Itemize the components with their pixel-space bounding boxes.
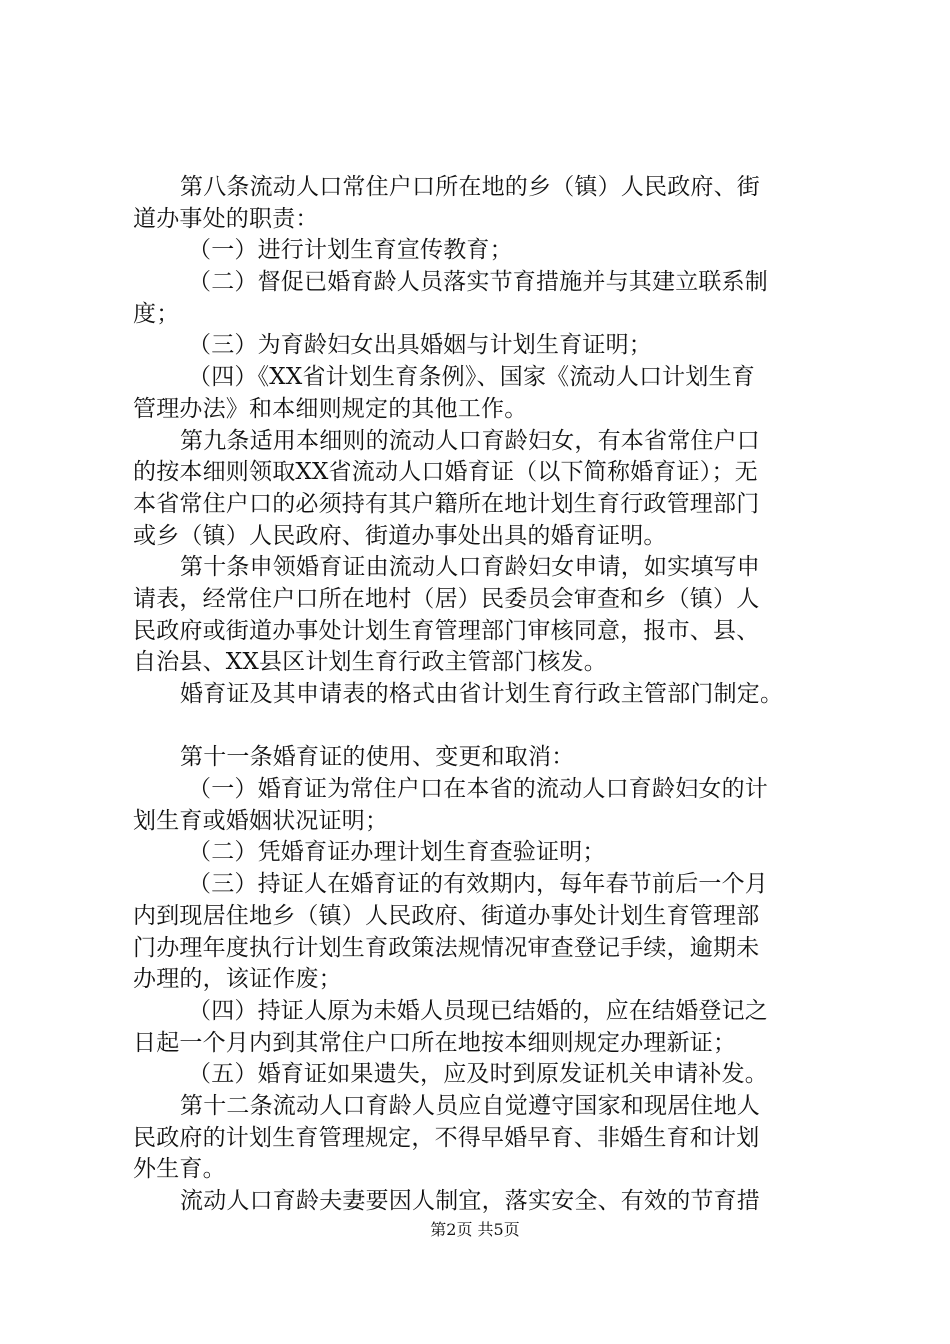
paragraph-line: 划生育或婚姻状况证明； <box>133 807 389 834</box>
paragraph-line: 民政府或街道办事处计划生育管理部门审核同意，报市、县、 <box>133 617 760 644</box>
paragraph-line: 日起一个月内到其常住户口所在地按本细则规定办理新证； <box>133 1029 737 1056</box>
paragraph-line: （五）婚育证如果遗失，应及时到原发证机关申请补发。 <box>188 1061 768 1088</box>
paragraph-line: 内到现居住地乡（镇）人民政府、街道办事处计划生育管理部 <box>133 902 760 929</box>
paragraph-line: 管理办法》和本细则规定的其他工作。 <box>133 395 528 422</box>
paragraph-line: （一）婚育证为常住户口在本省的流动人口育龄妇女的计 <box>188 776 768 803</box>
paragraph-line: （四）《XX省计划生育条例》、国家《流动人口计划生育 <box>188 364 755 391</box>
paragraph-line: （二）督促已婚育龄人员落实节育措施并与其建立联系制 <box>188 269 768 296</box>
paragraph-line: （三）为育龄妇女出具婚姻与计划生育证明； <box>188 332 652 359</box>
paragraph-line: 本省常住户口的必须持有其户籍所在地计划生育行政管理部门 <box>133 490 760 517</box>
paragraph-line: （一）进行计划生育宣传教育； <box>188 237 513 264</box>
paragraph-line: 婚育证及其申请表的格式由省计划生育行政主管部门制定。 <box>180 681 784 707</box>
paragraph-line: 外生育。 <box>133 1156 226 1183</box>
paragraph-line: 门办理年度执行计划生育政策法规情况审查登记手续，逾期未 <box>133 934 760 961</box>
blank-line <box>133 711 853 743</box>
paragraph-line: 的按本细则领取XX省流动人口婚育证（以下简称婚育证）；无 <box>133 459 758 486</box>
paragraph-line: 第十二条流动人口育龄人员应自觉遵守国家和现居住地人 <box>180 1092 760 1119</box>
paragraph-line: （四）持证人原为未婚人员现已结婚的，应在结婚登记之 <box>188 997 768 1024</box>
page-number-footer: 第2页 共5页 <box>430 1220 520 1239</box>
paragraph-line: 自治县、XX县区计划生育行政主管部门核发。 <box>133 649 607 676</box>
paragraph-line: 民政府的计划生育管理规定，不得早婚早育、非婚生育和计划 <box>133 1124 760 1151</box>
paragraph-line: 或乡（镇）人民政府、街道办事处出具的婚育证明。 <box>133 522 667 549</box>
paragraph-line: （三）持证人在婚育证的有效期内，每年春节前后一个月 <box>188 871 768 898</box>
paragraph-line: 第十条申领婚育证由流动人口育龄妇女申请，如实填写申 <box>180 554 760 581</box>
paragraph-line: 流动人口育龄夫妻要因人制宜，落实安全、有效的节育措 <box>180 1188 760 1214</box>
paragraph-line: 请表，经常住户口所在地村（居）民委员会审查和乡（镇）人 <box>133 585 760 612</box>
paragraph-line: 道办事处的职责： <box>133 205 319 232</box>
document-body <box>133 172 853 1218</box>
paragraph-line: （二）凭婚育证办理计划生育查验证明； <box>188 839 606 866</box>
paragraph-line: 度； <box>133 300 180 327</box>
paragraph-line: 第十一条婚育证的使用、变更和取消： <box>180 744 575 771</box>
paragraph-line: 办理的，该证作废； <box>133 966 342 993</box>
paragraph-line: 第九条适用本细则的流动人口育龄妇女，有本省常住户口 <box>180 427 760 454</box>
paragraph-line: 第八条流动人口常住户口所在地的乡（镇）人民政府、街 <box>180 174 760 200</box>
